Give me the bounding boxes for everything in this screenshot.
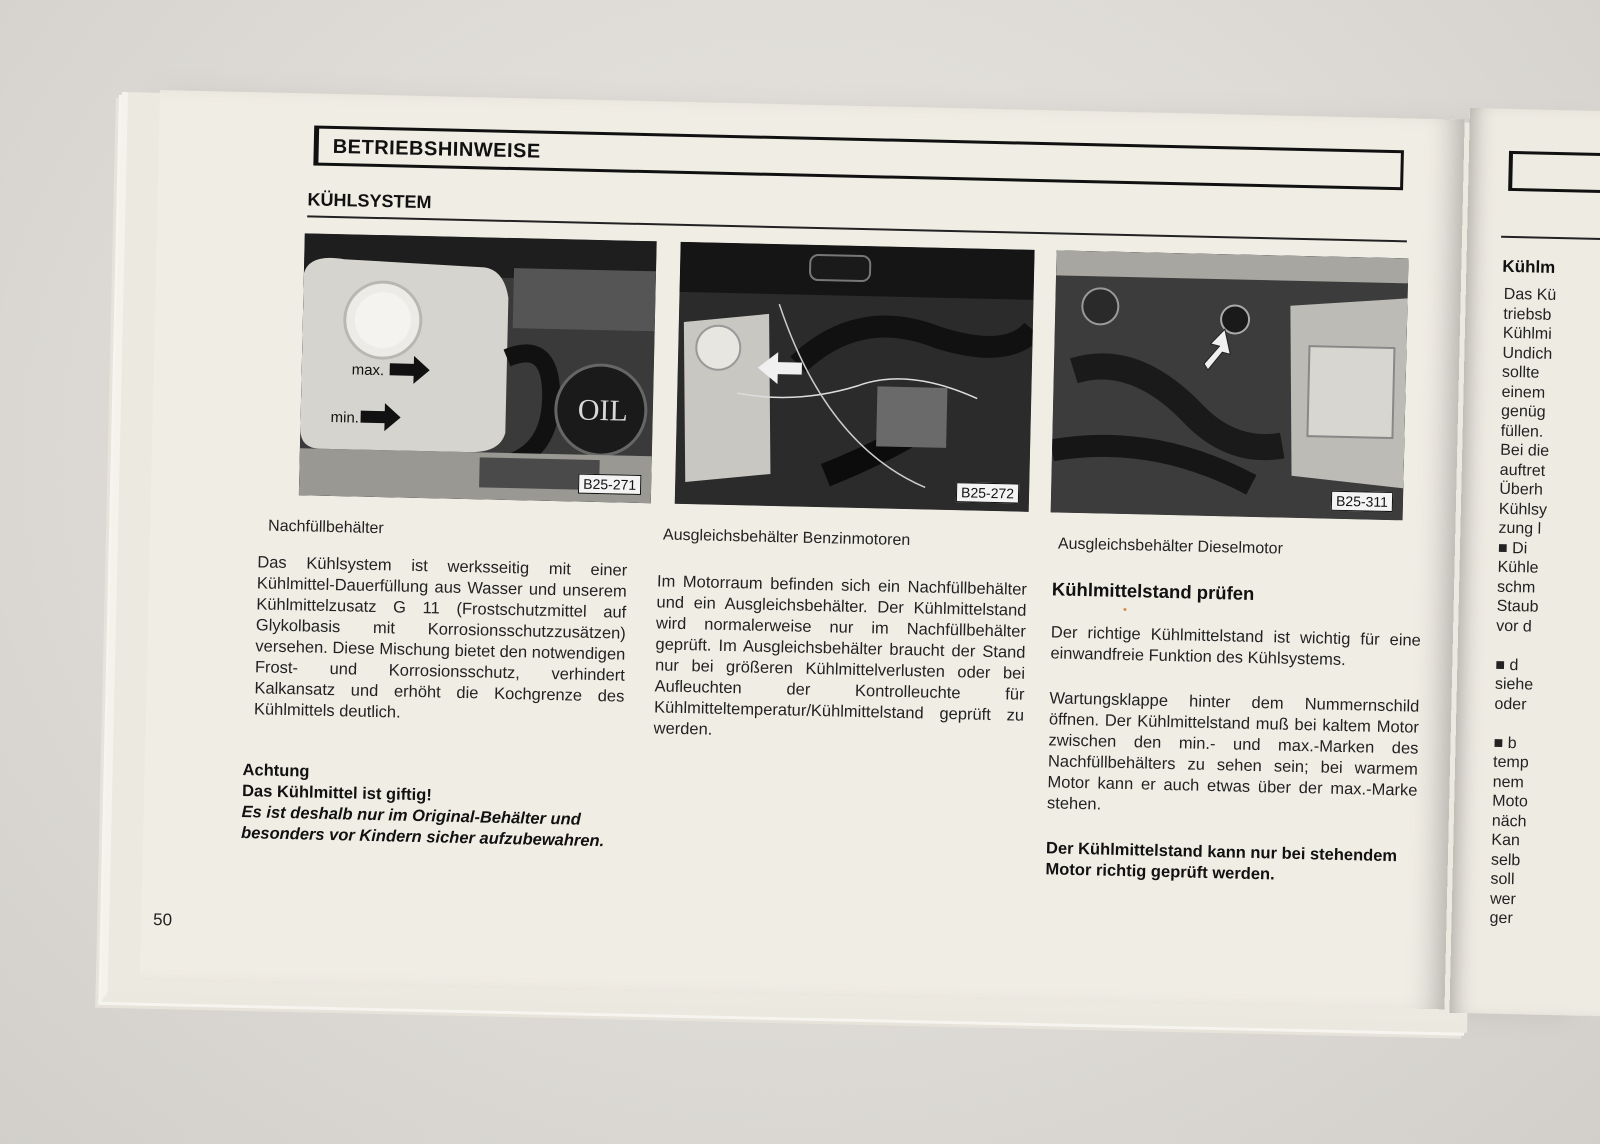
photo-expansion-tank-petrol [675, 242, 1035, 512]
right-page-line: vor d [1496, 617, 1533, 636]
right-page-line: soll [1490, 870, 1515, 889]
right-page-line: einem [1501, 383, 1546, 402]
right-page-line: oder [1494, 695, 1527, 713]
min-label: min. [330, 408, 360, 427]
check-coolant-heading: Kühlmittelstand prüfen [1051, 578, 1255, 604]
right-page-line: Undich [1502, 344, 1553, 363]
right-page-line: Überh [1499, 480, 1544, 499]
caption-expansion-tank-diesel: Ausgleichsbehälter Dieselmotor [1057, 535, 1284, 558]
right-page-line: Das Kü [1503, 285, 1557, 305]
right-page-line: triebsb [1503, 305, 1552, 324]
warning-text: Es ist deshalb nur im Original-Behälter und besonders vor Kindern sicher aufzubewahren. [240, 803, 605, 851]
warning-block [241, 760, 623, 853]
right-page-line: wer [1489, 890, 1517, 908]
right-page-line: zung l [1498, 519, 1542, 538]
right-page-line [1496, 636, 1549, 657]
right-page-line: nem [1492, 773, 1525, 791]
photo-expansion-tank-diesel [1051, 250, 1409, 520]
right-page-line: Staub [1496, 597, 1539, 616]
right-page-line: siehe [1494, 675, 1534, 694]
photo-code: B25-311 [1331, 491, 1393, 512]
right-page-line: Kühlsy [1498, 500, 1548, 519]
photo-code: B25-272 [956, 482, 1019, 503]
right-page-line: genüg [1500, 402, 1546, 421]
intro-paragraph: Das Kühlsystem ist werksseitig mit einer Kühlmittel-Dauerfüllung aus Wasser und unserem Kühlmittelzusatz G 11 (Frostschutzmittel auf Glykolbasis mit Korrosionsschutzzusätzen) versehen. Diese Mischung bietet den notwendigen Frost- und Korrosionsschutz, verhindert Kalkansatz und erhöht die Kochgrenze des Kühlmittels deutlich. [253, 553, 628, 722]
middle-paragraph: Im Motorraum befinden sich ein Nachfüllbehälter und ein Ausgleichsbehälter. Der Kühlmittelstand wird normalerweise nur im Nachfüllbehälter geprüft. Im Ausgleichsbehälter braucht der Stand nur bei größeren Kühlmittelverlusten oder bei Aufleuchten der Kontrolleuchte für Kühlmitteltemperatur/Kühlmittelstand geprüft zu werden. [653, 572, 1028, 739]
check-paragraph-1: Der richtige Kühlmittelstand ist wichtig für eine einwandfreie Funktion des Kühlsystems. [1050, 623, 1422, 670]
right-page-line: Kan [1491, 831, 1521, 850]
section-title: KÜHLSYSTEM [307, 189, 432, 213]
right-page-line: schm [1496, 578, 1536, 597]
right-page-header-box [1508, 151, 1600, 196]
warning-line: Das Kühlmittel ist giftig! [241, 782, 433, 805]
oil-cap-text: OIL [577, 393, 629, 428]
manual-page [140, 90, 1465, 1009]
right-page-heading: Kühlm [1502, 256, 1556, 277]
right-page-line: Kühlmi [1502, 324, 1552, 343]
right-page-line: Moto [1492, 792, 1529, 811]
right-page-line: temp [1492, 753, 1529, 772]
right-page-rule [1501, 236, 1600, 243]
right-page-line: ■ d [1495, 656, 1519, 674]
right-page-line: sollte [1501, 363, 1540, 382]
right-page-line: auftret [1499, 461, 1546, 480]
check-paragraph-3: Der Kühlmittelstand kann nur bei stehendem Motor richtig geprüft werden. [1045, 839, 1398, 884]
right-page-line: ■ Di [1497, 539, 1528, 557]
paper-stain [1123, 608, 1126, 611]
right-page-lines [1489, 285, 1556, 930]
engine-bay-illustration [675, 242, 1035, 512]
right-page-line: füllen. [1500, 422, 1544, 441]
photo-code: B25-271 [578, 474, 641, 495]
right-page-line: Kühle [1497, 558, 1539, 577]
right-page-line: ger [1489, 909, 1513, 928]
right-page [1449, 108, 1600, 1016]
page-number: 50 [152, 910, 173, 930]
right-page-line: Bei die [1500, 441, 1550, 460]
engine-bay-illustration [299, 233, 657, 503]
warning-title: Achtung [242, 761, 310, 781]
right-page-line: ■ b [1493, 734, 1517, 752]
check-paragraph-2: Wartungsklappe hinter dem Nummernschild öffnen. Der Kühlmittelstand muß bei kaltem Motor zwischen den min.- und max.-Marken des Nachfüllbehälters zu sehen sein; bei warmem Motor kann er auch etwas über der max.-Marke stehen. [1046, 689, 1420, 814]
engine-bay-illustration [1051, 250, 1409, 520]
caption-refill-tank: Nachfüllbehälter [267, 517, 384, 538]
page-header: BETRIEBSHINWEISE [313, 126, 1404, 191]
max-label: max. [351, 361, 385, 380]
right-page-line: selb [1490, 851, 1521, 869]
right-page-line: näch [1491, 812, 1527, 830]
photo-refill-tank [299, 233, 657, 503]
caption-expansion-tank-petrol: Ausgleichsbehälter Benzinmotoren [662, 526, 911, 550]
right-page-line [1494, 714, 1547, 735]
